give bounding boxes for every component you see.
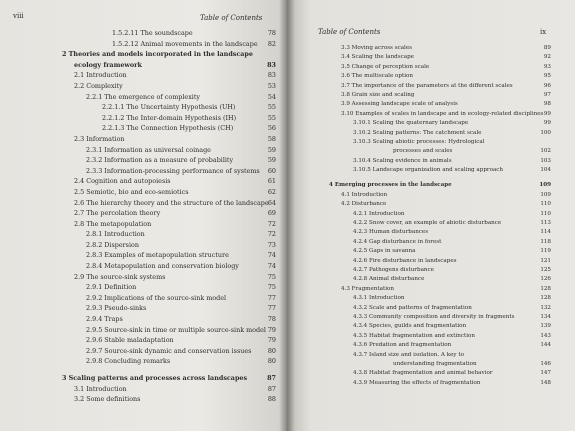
- toc-entry: [62, 92, 276, 103]
- toc-entry-title: 4.3.9 Measuring the effects of fragmentation: [353, 379, 481, 386]
- toc-entry: [329, 100, 551, 109]
- toc-entry-page: 82: [267, 39, 276, 48]
- toc-entry-page: 119: [540, 248, 551, 255]
- toc-entry-title: 4.2.8 Animal disturbance: [353, 276, 425, 283]
- toc-entry: [62, 356, 276, 367]
- toc-entry-page: 99: [543, 110, 551, 117]
- toc-entry: [329, 285, 551, 294]
- toc-entry-title: ecology framework: [74, 60, 142, 69]
- toc-entry: [62, 60, 276, 71]
- toc-entry-page: 148: [540, 379, 551, 386]
- toc-entry-page: 83: [267, 60, 276, 69]
- left-running-head: Table of Contents: [200, 14, 263, 22]
- toc-entry-page: 61: [267, 177, 276, 186]
- toc-entry-page: 113: [540, 220, 551, 227]
- toc-entry-title: 4.3.7 Island size and isolation. A key to: [353, 351, 464, 358]
- toc-entry-page: 126: [540, 276, 551, 283]
- toc-entry-page: 73: [267, 240, 276, 249]
- toc-entry-page: 114: [540, 229, 551, 236]
- toc-entry: [329, 91, 551, 100]
- toc-entry: [329, 228, 551, 237]
- toc-entry-page: 56: [267, 124, 276, 133]
- toc-entry-title: 3.4 Scaling the landscape: [341, 54, 414, 61]
- toc-entry-title: 2.9.1 Definition: [86, 283, 137, 292]
- toc-entry-title: 4.2.2 Snow cover, an example of abiotic disturbance: [353, 220, 502, 227]
- toc-entry-page: 132: [540, 304, 551, 311]
- toc-entry-page: 72: [267, 219, 276, 228]
- toc-entry-page: 79: [267, 336, 276, 345]
- toc-entry-page: 79: [267, 325, 276, 334]
- toc-entry-title: 2.9 The source-sink systems: [74, 272, 166, 281]
- toc-entry: [62, 113, 276, 124]
- toc-entry: [62, 240, 276, 251]
- toc-entry-title: 2.2.1 The emergence of complexity: [86, 92, 201, 101]
- toc-entry-page: 58: [267, 134, 276, 143]
- toc-entry-page: 109: [539, 182, 551, 189]
- toc-entry-page: 118: [540, 238, 551, 245]
- toc-entry-title: 4.2 Disturbance: [341, 201, 387, 208]
- toc-entry-title: 3.10.3 Scaling abiotic processes: Hydrological: [353, 138, 485, 145]
- toc-entry: [329, 44, 551, 53]
- toc-entry-page: 134: [540, 313, 551, 320]
- toc-entry: [329, 147, 551, 156]
- toc-entry-title: 4.2.6 Fire disturbance in landscapes: [353, 257, 457, 264]
- toc-entry: [329, 275, 551, 284]
- toc-entry-title: 2.9.8 Concluding remarks: [86, 357, 171, 366]
- toc-entry-title: 2.3 Information: [74, 134, 125, 143]
- toc-entry-page: 96: [543, 82, 551, 89]
- toc-entry: [62, 155, 276, 166]
- toc-entry-page: 110: [540, 210, 551, 217]
- toc-entry-page: 75: [267, 283, 276, 292]
- toc-entry-title: 4.2.5 Gaps in savanna: [353, 248, 416, 255]
- book-gutter: [279, 0, 295, 431]
- toc-entry-page: 92: [543, 54, 551, 61]
- toc-entry-page: 75: [267, 272, 276, 281]
- toc-entry: [62, 198, 276, 209]
- toc-entry-title: 4.1 Introduction: [341, 191, 388, 198]
- toc-entry-title: 3.5 Change of perception scale: [341, 63, 430, 70]
- toc-entry-page: 78: [267, 29, 276, 37]
- toc-entry: [62, 229, 276, 240]
- toc-entry-title: 3.10.1 Scaling the quaternary landscape: [353, 120, 469, 127]
- toc-entry-title: 4.3.4 Species, guilds and fragmentation: [353, 323, 467, 330]
- toc-entry: [62, 70, 276, 81]
- toc-entry: [62, 394, 276, 405]
- toc-entry-title: understanding fragmentation: [393, 360, 477, 367]
- toc-entry: [329, 119, 551, 128]
- toc-entry-page: 125: [540, 266, 551, 273]
- toc-entry-page: 53: [267, 81, 276, 90]
- toc-entry-title: 2.9.5 Source-sink in time or multiple source-sink model: [86, 325, 266, 334]
- left-page-number: viii: [13, 12, 24, 20]
- toc-entry-title: 3.8 Grain size and scaling: [341, 91, 415, 98]
- toc-entry: [329, 266, 551, 275]
- toc-entry-page: 97: [543, 91, 551, 98]
- toc-entry: [329, 191, 551, 200]
- toc-entry-page: 147: [540, 370, 551, 377]
- toc-entry-title: 4.3.2 Scale and patterns of fragmentation: [353, 304, 472, 311]
- toc-entry-page: 62: [267, 187, 276, 196]
- toc-entry-title: 4.2.4 Gap disturbance in forest: [353, 238, 442, 245]
- toc-entry-title: 4.3.3 Community composition and diversity in fragments: [353, 313, 515, 320]
- toc-entry-title: 2.8.3 Examples of metapopulation structure: [86, 251, 229, 260]
- toc-entry: [62, 166, 276, 177]
- toc-entry-page: 95: [543, 73, 551, 80]
- toc-entry-title: 2.3.2 Information as a measure of probability: [86, 156, 234, 165]
- toc-entry-title: 2.8.4 Metapopulation and conservation biology: [86, 262, 239, 271]
- toc-entry-title: 2.7 The percolation theory: [74, 209, 161, 218]
- toc-entry-page: 121: [540, 257, 551, 264]
- toc-entry-title: 4.3.8 Habitat fragmentation and animal behavior: [353, 370, 493, 377]
- toc-entry: [329, 247, 551, 256]
- toc-entry: [62, 250, 276, 261]
- toc-entry-page: 78: [267, 315, 276, 324]
- toc-entry: [329, 219, 551, 228]
- toc-entry: [62, 28, 276, 39]
- toc-entry-page: 77: [267, 293, 276, 302]
- toc-entry: [62, 145, 276, 156]
- toc-entry: [329, 181, 551, 190]
- toc-entry-page: 143: [540, 332, 551, 339]
- left-page: [0, 0, 287, 431]
- toc-entry: [329, 313, 551, 322]
- toc-entry: [62, 208, 276, 219]
- toc-entry: [62, 346, 276, 357]
- toc-entry-title: 4.3 Fragmentation: [341, 285, 394, 292]
- toc-entry: [329, 257, 551, 266]
- toc-entry-title: 2.9.4 Traps: [86, 315, 123, 324]
- toc-entry-title: 2.9.6 Stable maladaptation: [86, 336, 174, 345]
- toc-entry: [329, 129, 551, 138]
- toc-entry: [329, 210, 551, 219]
- toc-entry-title: 4.3.6 Predation and fragmentation: [353, 342, 452, 349]
- toc-entry: [329, 351, 551, 360]
- right-running-head: Table of Contents: [318, 28, 381, 36]
- toc-entry-page: 87: [267, 384, 276, 393]
- toc-entry: [62, 176, 276, 187]
- toc-entry: [329, 138, 551, 147]
- toc-entry-title: 2.2 Complexity: [74, 81, 123, 90]
- toc-entry-page: 80: [267, 346, 276, 355]
- toc-entry-title: 4.3.1 Introduction: [353, 295, 405, 302]
- toc-entry-page: 104: [540, 167, 551, 174]
- toc-entry-page: 55: [267, 103, 276, 112]
- toc-entry: [329, 332, 551, 341]
- toc-entry: [329, 82, 551, 91]
- toc-entry-page: 74: [267, 251, 276, 260]
- toc-entry: [62, 81, 276, 92]
- toc-entry-page: 144: [540, 342, 551, 349]
- toc-entry-page: 103: [540, 157, 551, 164]
- toc-entry-title: 3.10 Examples of scales in landscape and in ecology-related disciplines: [341, 110, 544, 117]
- toc-entry: [62, 187, 276, 198]
- toc-entry-title: 2.4 Cognition and autopoiesis: [74, 177, 171, 186]
- toc-entry-title: 4.2.1 Introduction: [353, 210, 405, 217]
- toc-entry: [62, 39, 276, 50]
- toc-entry: [329, 238, 551, 247]
- toc-entry: [62, 272, 276, 283]
- toc-entry-page: 64: [267, 198, 276, 207]
- toc-entry: [329, 360, 551, 369]
- toc-entry-page: 59: [267, 156, 276, 165]
- toc-entry-title: 3 Scaling patterns and processes across landscapes: [62, 374, 248, 382]
- toc-entry-title: 4.3.5 Habitat fragmentation and extinction: [353, 332, 475, 339]
- toc-entry: [62, 102, 276, 113]
- toc-entry-title: 2.9.7 Source-sink dynamic and conservation issues: [86, 346, 252, 355]
- toc-entry-page: 55: [267, 113, 276, 122]
- toc-entry: [329, 63, 551, 72]
- toc-entry-title: 3.3 Moving across scales: [341, 45, 413, 51]
- toc-entry-title: 2.9.2 Implications of the source-sink model: [86, 293, 227, 302]
- toc-entry-page: 72: [267, 230, 276, 239]
- toc-entry-page: 69: [267, 209, 276, 218]
- toc-entry: [62, 49, 276, 60]
- toc-entry-title: 2.8 The metapopulation: [74, 219, 152, 228]
- toc-entry: [329, 53, 551, 62]
- toc-entry-title: 2.2.1.3 The Connection Hypothesis (CH): [102, 124, 234, 133]
- toc-entry-title: 4.2.7 Pathogens disturbance: [353, 266, 434, 273]
- toc-entry-page: 59: [267, 145, 276, 154]
- left-toc-list: [62, 28, 276, 405]
- toc-entry-page: 128: [540, 285, 551, 292]
- toc-entry: [62, 293, 276, 304]
- toc-entry-title: 3.10.2 Scaling patterns: The catchment scale: [353, 129, 482, 136]
- toc-entry-page: 77: [267, 304, 276, 313]
- toc-entry: [329, 166, 551, 175]
- toc-entry: [62, 373, 276, 384]
- toc-entry-page: 93: [543, 63, 551, 70]
- toc-entry-page: 102: [540, 148, 551, 155]
- toc-entry-title: 4 Emerging processes in the landscape: [329, 182, 452, 189]
- toc-entry-page: 74: [267, 262, 276, 271]
- toc-entry-page: 99: [543, 120, 551, 127]
- toc-entry-page: 98: [543, 101, 551, 108]
- toc-entry-title: 2.8.2 Dispersion: [86, 240, 139, 249]
- toc-entry-page: 54: [267, 92, 276, 101]
- toc-entry-title: 3.2 Some definitions: [74, 395, 141, 404]
- toc-entry-page: 89: [543, 45, 551, 51]
- toc-entry: [329, 157, 551, 166]
- toc-entry-title: 2.9.3 Pseudo-sinks: [86, 304, 147, 313]
- toc-entry-page: 83: [267, 71, 276, 80]
- toc-entry: [329, 341, 551, 350]
- toc-entry: [62, 261, 276, 272]
- toc-entry-title: 4.2.3 Human disturbances: [353, 229, 429, 236]
- toc-entry: [329, 322, 551, 331]
- toc-entry: [62, 325, 276, 336]
- toc-entry-title: 2 Theories and models incorporated in the landscape: [62, 50, 253, 59]
- toc-entry-title: 1.5.2.11 The soundscape: [112, 29, 193, 37]
- toc-entry: [62, 303, 276, 314]
- toc-entry-page: 139: [540, 323, 551, 330]
- toc-entry: [62, 282, 276, 293]
- right-toc-list: [329, 44, 551, 388]
- toc-entry: [329, 369, 551, 378]
- toc-entry-title: 2.5 Semiotic, bio and eco-semiotics: [74, 187, 189, 196]
- toc-entry-title: 3.7 The importance of the parameters at the different scales: [341, 82, 513, 89]
- toc-entry: [62, 123, 276, 134]
- toc-entry: [329, 379, 551, 388]
- toc-entry: [329, 294, 551, 303]
- toc-entry-page: 128: [540, 295, 551, 302]
- toc-entry: [329, 72, 551, 81]
- toc-entry-title: 3.10.4 Scaling evidence in animals: [353, 157, 452, 164]
- toc-entry-title: 3.9 Assessing landscape scale of analysis: [341, 101, 458, 108]
- toc-entry-title: processes and scales: [393, 148, 453, 155]
- toc-entry-page: 87: [267, 374, 276, 382]
- right-page-number: ix: [540, 28, 547, 36]
- toc-entry-title: 2.3.1 Information as universal coinage: [86, 145, 211, 154]
- toc-entry-title: 2.8.1 Introduction: [86, 230, 145, 239]
- toc-entry-title: 2.2.1.1 The Uncertainty Hypothesis (UH): [102, 103, 236, 112]
- toc-entry-title: 2.2.1.2 The Inter-domain Hypothesis (IH): [102, 113, 237, 122]
- toc-entry-title: 3.1 Introduction: [74, 384, 127, 393]
- toc-entry-page: 110: [540, 201, 551, 208]
- toc-entry-title: 2.1 Introduction: [74, 71, 127, 80]
- toc-entry: [329, 110, 551, 119]
- toc-entry: [62, 384, 276, 395]
- toc-entry: [329, 200, 551, 209]
- toc-entry-title: 3.10.5 Landscape organization and scaling approach: [353, 167, 504, 174]
- toc-entry-page: 60: [267, 166, 276, 175]
- right-page: [287, 0, 575, 431]
- toc-entry: [62, 219, 276, 230]
- toc-entry-page: 100: [540, 129, 551, 136]
- toc-entry: [62, 134, 276, 145]
- toc-entry-page: 146: [540, 360, 551, 367]
- toc-entry-page: 109: [540, 191, 551, 198]
- toc-entry-title: 1.5.2.12 Animal movements in the landscape: [112, 39, 258, 48]
- toc-entry-title: 2.6 The hierarchy theory and the structure of the landscape: [74, 198, 269, 207]
- toc-entry-page: 88: [267, 395, 276, 404]
- toc-entry: [62, 314, 276, 325]
- toc-entry-title: 3.6 The multiscale option: [341, 73, 414, 80]
- toc-entry-title: 2.3.3 Information-processing performance of systems: [86, 166, 260, 175]
- toc-entry: [62, 335, 276, 346]
- toc-entry: [329, 304, 551, 313]
- toc-entry-page: 80: [267, 357, 276, 366]
